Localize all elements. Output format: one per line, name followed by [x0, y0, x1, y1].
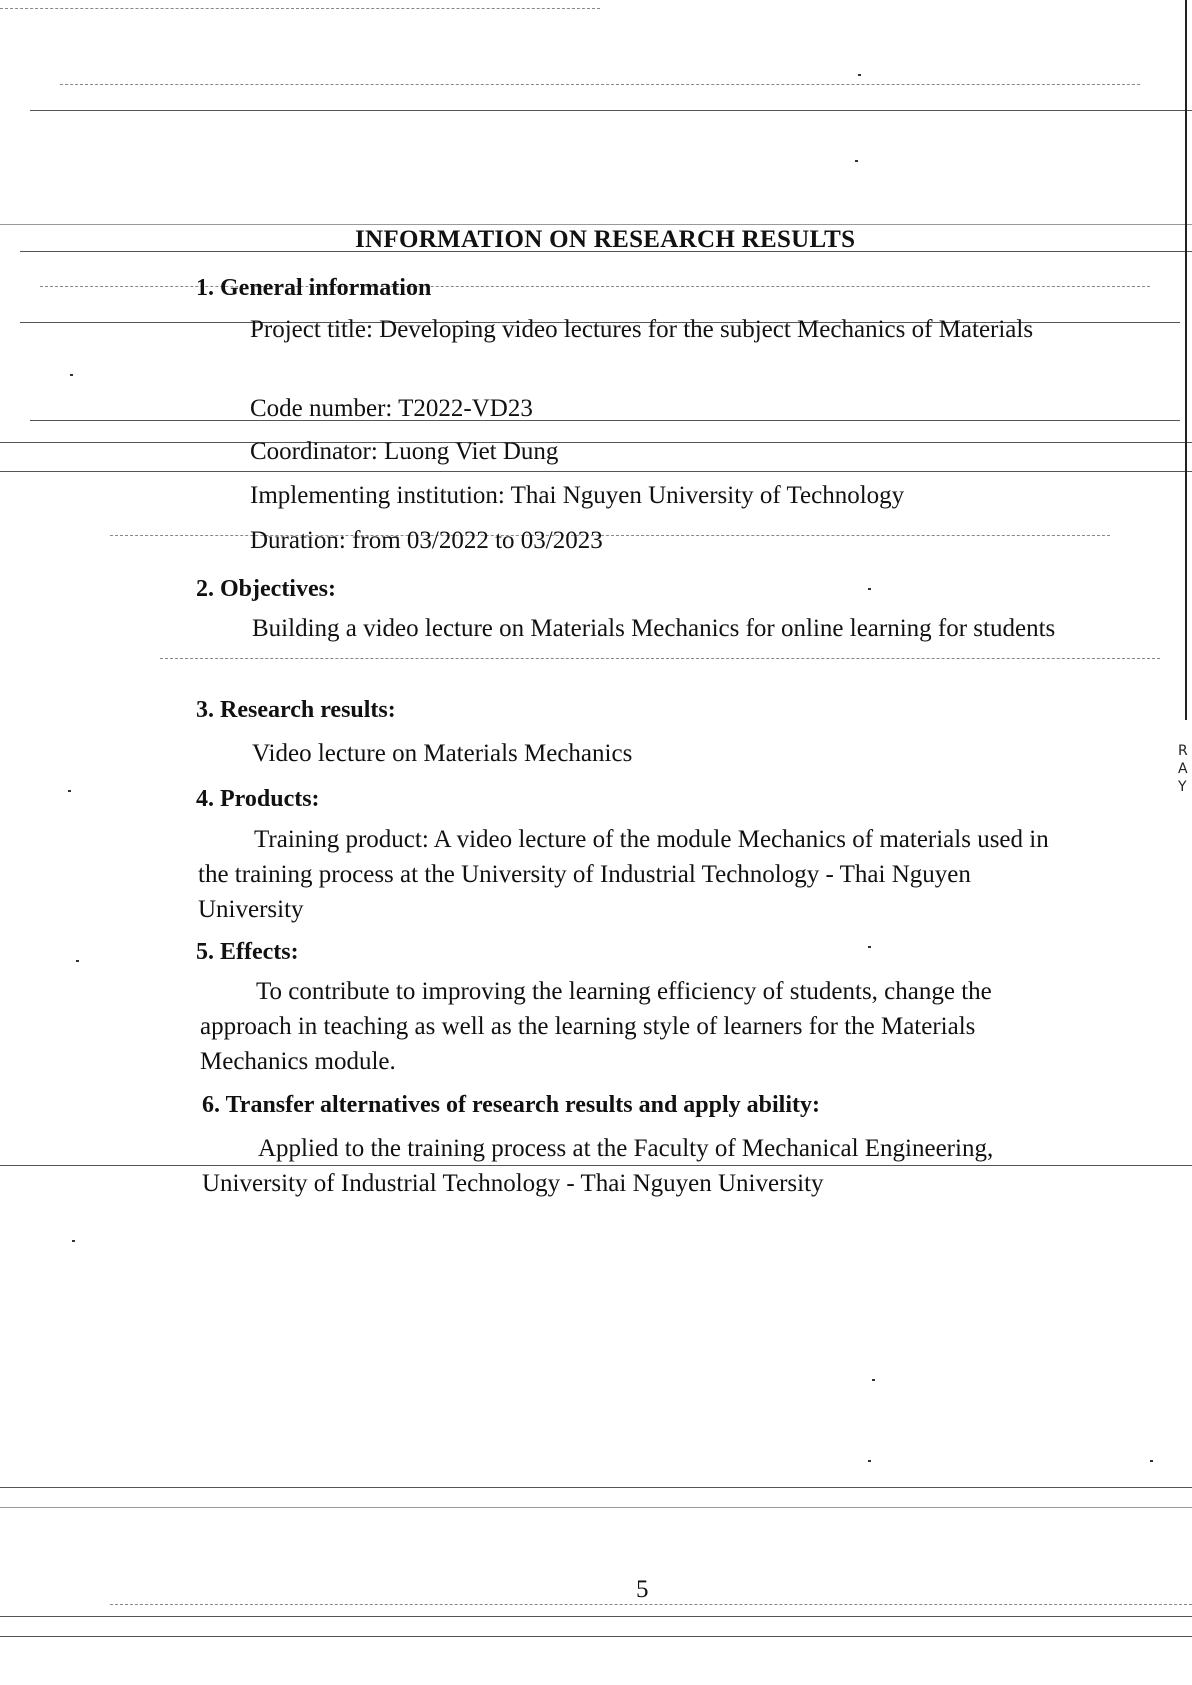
coordinator-line: Coordinator: Luong Viet Dung: [250, 438, 559, 465]
scan-speck: [868, 946, 871, 948]
transfer-alternatives-text: Applied to the training process at the Faculty of Mechanical Engineering, University of Industrial Technology - Thai Nguyen University: [202, 1135, 994, 1197]
scan-line: [0, 1487, 1192, 1488]
scan-line: [110, 1604, 1192, 1605]
products-text: Training product: A video lecture of the module Mechanics of materials used in the training process at the University of Industrial Technology - Thai Nguyen University: [198, 826, 1049, 923]
scan-line: [0, 1636, 1192, 1637]
page-number: 5: [636, 1576, 649, 1603]
scan-line: [0, 471, 1192, 472]
objectives-text: Building a video lecture on Materials Mechanics for online learning for students: [252, 615, 1056, 642]
scan-line: [0, 224, 1192, 225]
scan-line: [30, 110, 1192, 111]
effects-text: To contribute to improving the learning efficiency of students, change the approach in teaching as well as the learning style of learners for the Materials Mechanics module.: [200, 978, 992, 1075]
section-heading-effects: 5. Effects:: [196, 939, 299, 965]
scan-speck: [855, 160, 858, 162]
scan-speck: [1150, 1460, 1153, 1462]
scan-line: [0, 1616, 1192, 1617]
section-heading-products: 4. Products:: [196, 786, 320, 812]
section-heading-objectives: 2. Objectives:: [196, 576, 336, 602]
code-number-line: Code number: T2022-VD23: [250, 395, 533, 422]
scan-line: [30, 420, 1180, 421]
research-results-text: Video lecture on Materials Mechanics: [252, 740, 633, 767]
scan-line: [0, 442, 1192, 443]
scan-line: [160, 658, 1160, 659]
scan-line: [60, 84, 1140, 85]
implementing-institution-line: Implementing institution: Thai Nguyen University of Technology: [250, 482, 905, 509]
page-edge-rule: [1185, 0, 1187, 720]
margin-glyphs: RAY: [1178, 743, 1188, 795]
document-title: INFORMATION ON RESEARCH RESULTS: [355, 226, 856, 253]
scan-speck: [76, 960, 79, 962]
project-title-line: Project title: Developing video lectures for the subject Mechanics of Materials: [250, 316, 1034, 343]
duration-line: Duration: from 03/2022 to 03/2023: [250, 527, 603, 554]
section-heading-general-information: 1. General information: [196, 275, 432, 301]
scan-speck: [70, 374, 73, 376]
scan-speck: [858, 74, 861, 76]
scan-speck: [872, 1379, 875, 1381]
scan-line: [0, 8, 600, 9]
scan-speck: [868, 1460, 871, 1462]
scan-line: [0, 1507, 1192, 1508]
scan-speck: [868, 588, 871, 590]
scan-speck: [72, 1240, 75, 1242]
section-heading-transfer-alternatives: 6. Transfer alternatives of research results and apply ability:: [202, 1092, 820, 1118]
section-heading-research-results: 3. Research results:: [196, 697, 396, 723]
scan-speck: [68, 790, 71, 792]
